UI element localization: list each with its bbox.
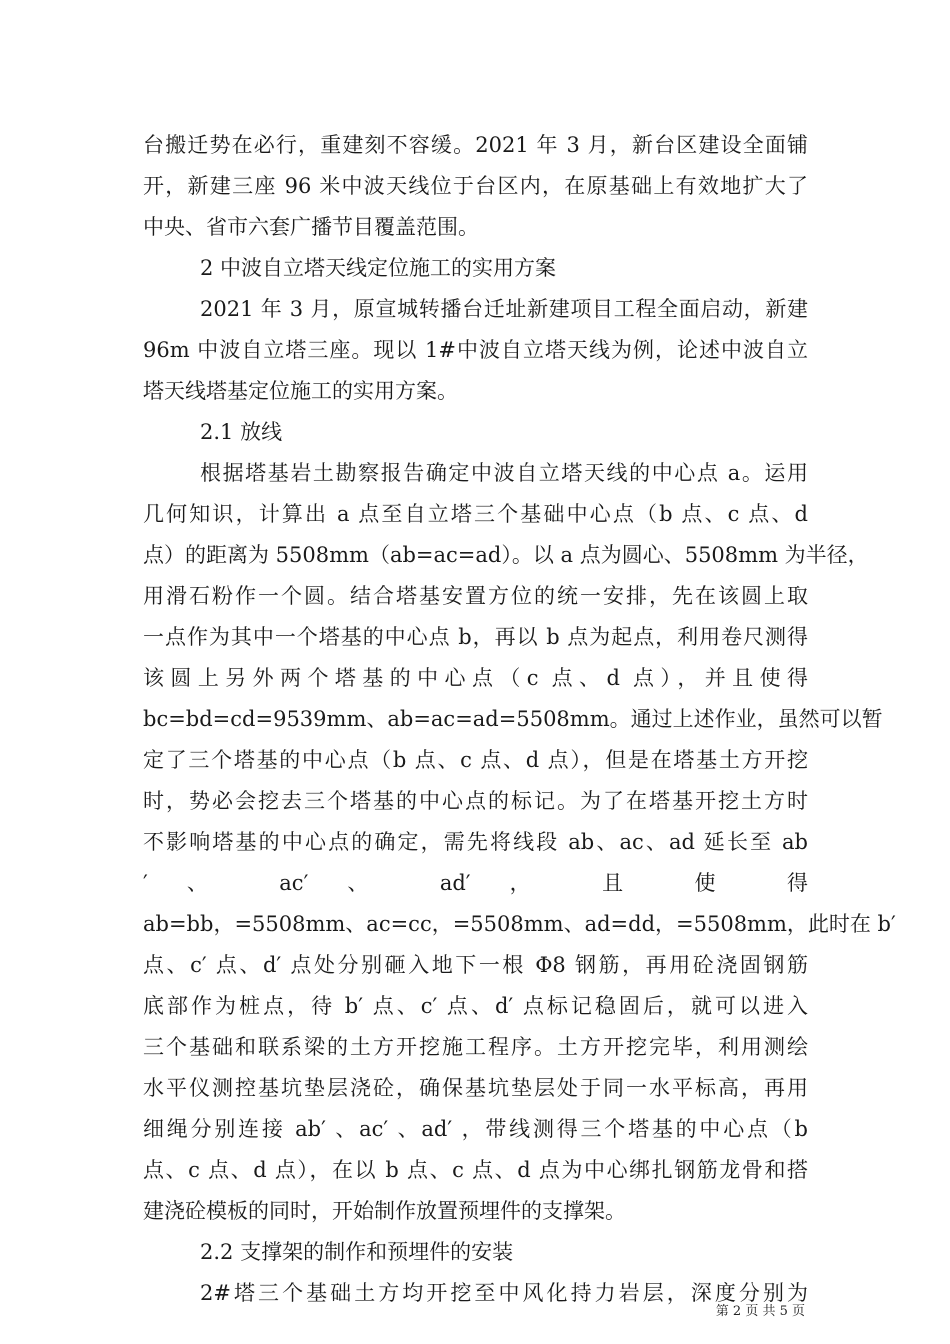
- page-number: 第 2 页 共 5 页: [715, 1304, 805, 1319]
- text-line: 96m 中波自立塔三座。现以 1#中波自立塔天线为例，论述中波自立: [143, 338, 808, 362]
- text-line: 根据塔基岩土勘察报告确定中波自立塔天线的中心点 a。运用: [200, 461, 808, 485]
- text-line: 底部作为桩点，待 b′ 点、c′ 点、d′ 点标记稳固后，就可以进入: [143, 994, 808, 1018]
- text-line: ab=bb，=5508mm、ac=cc，=5508mm、ad=dd，=5508mm，此时在 b′: [143, 912, 896, 936]
- section-heading: 2.2 支撑架的制作和预埋件的安装: [200, 1240, 514, 1264]
- text-line: 该圆上另外两个塔基的中心点（c 点、d 点），并且使得: [143, 666, 808, 690]
- text-line: 几何知识，计算出 a 点至自立塔三个基础中心点（b 点、c 点、d: [143, 502, 808, 526]
- text-line: 点、c 点、d 点），在以 b 点、c 点、d 点为中心绑扎钢筋龙骨和搭: [143, 1158, 808, 1182]
- text-line: bc=bd=cd=9539mm、ab=ac=ad=5508mm。通过上述作业，虽然可以暂: [143, 707, 883, 731]
- section-heading: 2.1 放线: [200, 420, 283, 444]
- text-line: 时，势必会挖去三个塔基的中心点的标记。为了在塔基开挖土方时: [143, 789, 808, 813]
- text-line: 不影响塔基的中心点的确定，需先将线段 ab、ac、ad 延长至 ab: [143, 830, 808, 854]
- text-line: 开，新建三座 96 米中波天线位于台区内，在原基础上有效地扩大了: [143, 174, 808, 198]
- text-line: 台搬迁势在必行，重建刻不容缓。2021 年 3 月，新台区建设全面铺: [143, 133, 808, 157]
- text-line: 细绳分别连接 ab′ 、ac′ 、ad′ ，带线测得三个塔基的中心点（b: [143, 1117, 808, 1141]
- text-line: 定了三个塔基的中心点（b 点、c 点、d 点），但是在塔基土方开挖: [143, 748, 808, 772]
- text-line: 建浇砼模板的同时，开始制作放置预埋件的支撑架。: [143, 1199, 626, 1223]
- text-line: 2021 年 3 月，原宣城转播台迁址新建项目工程全面启动，新建: [200, 297, 808, 321]
- text-line: 一点作为其中一个塔基的中心点 b，再以 b 点为起点，利用卷尺测得: [143, 625, 808, 649]
- text-line: 用滑石粉作一个圆。结合塔基安置方位的统一安排，先在该圆上取: [143, 584, 808, 608]
- text-line: 三个基础和联系梁的土方开挖施工程序。土方开挖完毕，利用测绘: [143, 1035, 808, 1059]
- text-line: 2#塔三个基础土方均开挖至中风化持力岩层，深度分别为: [200, 1281, 808, 1305]
- text-line: ′ 、 ac′ 、 ad′ ， 且 使 得: [143, 871, 808, 895]
- text-line: 塔天线塔基定位施工的实用方案。: [143, 379, 458, 403]
- text-line: 水平仪测控基坑垫层浇砼，确保基坑垫层处于同一水平标高，再用: [143, 1076, 808, 1100]
- text-line: 点、c′ 点、d′ 点处分别砸入地下一根 Φ8 钢筋，再用砼浇固钢筋: [143, 953, 808, 977]
- section-heading: 2 中波自立塔天线定位施工的实用方案: [200, 256, 557, 280]
- text-line: 点）的距离为 5508mm（ab=ac=ad）。以 a 点为圆心、5508mm 为半径，: [143, 543, 869, 567]
- text-line: 中央、省市六套广播节目覆盖范围。: [143, 215, 479, 239]
